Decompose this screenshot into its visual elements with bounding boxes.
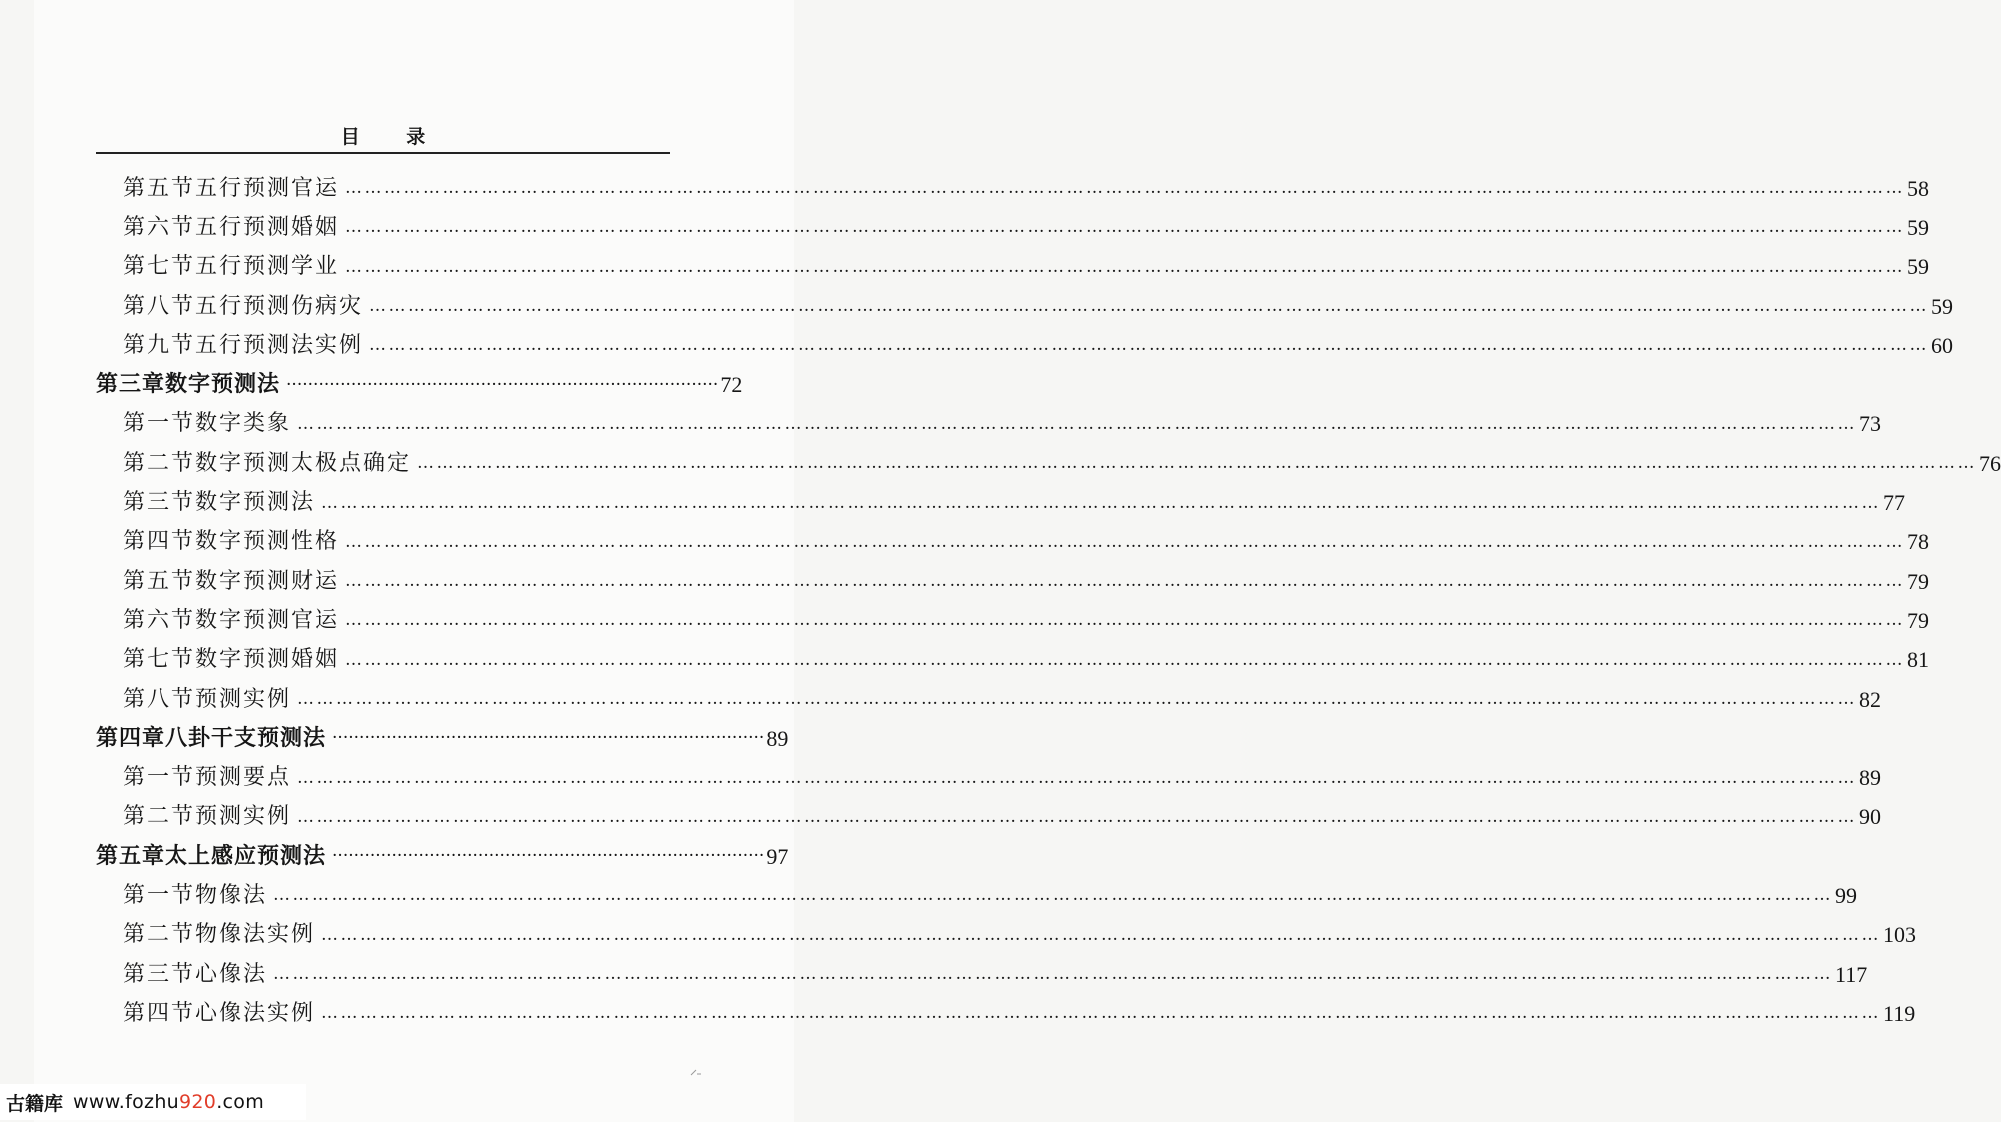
toc-page-number: 103: [1883, 922, 1917, 948]
toc-section-row: [0, 641, 1930, 680]
page-title: 目 录: [340, 126, 446, 148]
toc-page-number: 99: [1835, 882, 1858, 908]
dot-leader: ……………………………………………………………………………………………………………………………………………………………………………………………………………………: [297, 806, 1858, 827]
toc-page-number: 97: [766, 843, 789, 869]
toc-entry-label: 第七节: [123, 254, 196, 280]
toc-entry-label: 第五节: [123, 568, 196, 594]
toc-page-number: 78: [1907, 529, 1930, 555]
toc-chapter-row: [0, 719, 789, 758]
dot-leader: ……………………………………………………………………………………………………………………………………………………………………………………………………………………: [345, 178, 1906, 199]
toc-section-row: [0, 405, 1882, 444]
toc-entry-title: 数字预测婚姻: [195, 647, 340, 673]
toc-page-number: 82: [1859, 686, 1882, 712]
dot-leader: ················································································: [332, 728, 765, 749]
toc-entry-title: 八卦干支预测法: [165, 725, 327, 751]
toc-entry-label: 第二节: [123, 922, 196, 948]
toc-entry-title: 心像法实例: [195, 1000, 316, 1026]
watermark: [0, 1084, 306, 1120]
dot-leader: ……………………………………………………………………………………………………………………………………………………………………………………………………………………: [345, 571, 1906, 592]
toc-page-number: 117: [1835, 961, 1868, 987]
toc-entry-label: 第一节: [123, 411, 196, 437]
dot-leader: ……………………………………………………………………………………………………………………………………………………………………………………………………………………: [321, 492, 1882, 513]
toc-page-number: 79: [1907, 568, 1930, 594]
toc-entry-label: 第一节: [123, 882, 196, 908]
toc-entry-title: 数字预测财运: [195, 568, 340, 594]
toc-section-row: [0, 876, 1858, 915]
dot-leader: ……………………………………………………………………………………………………………………………………………………………………………………………………………………: [345, 256, 1906, 277]
toc-entry-title: 数字预测官运: [195, 607, 340, 633]
toc-entry-title: 太上感应预测法: [165, 843, 327, 869]
dot-leader: ················································································: [332, 846, 765, 867]
dot-leader: ……………………………………………………………………………………………………………………………………………………………………………………………………………………: [417, 453, 1978, 474]
dot-leader: ……………………………………………………………………………………………………………………………………………………………………………………………………………………: [273, 885, 1834, 906]
dot-leader: ················································································: [286, 374, 719, 395]
toc-section-row: [0, 758, 1882, 797]
dot-leader: ……………………………………………………………………………………………………………………………………………………………………………………………………………………: [273, 964, 1834, 985]
toc-page-number: 119: [1883, 1000, 1916, 1026]
toc-page-number: 58: [1907, 175, 1930, 201]
toc-page-number: 60: [1931, 332, 1954, 358]
toc-page-number: 72: [720, 372, 743, 398]
toc-chapter-row: [0, 837, 789, 876]
toc-page-number: 76: [1979, 450, 2001, 476]
watermark-url: [73, 1091, 264, 1113]
dot-leader: ……………………………………………………………………………………………………………………………………………………………………………………………………………………: [345, 610, 1906, 631]
dot-leader: ……………………………………………………………………………………………………………………………………………………………………………………………………………………: [321, 1003, 1882, 1024]
toc-entry-title: 数字类象: [195, 411, 292, 437]
dot-leader: ……………………………………………………………………………………………………………………………………………………………………………………………………………………: [345, 217, 1906, 238]
toc-section-row: [0, 287, 1954, 326]
toc-entry-title: 预测要点: [195, 765, 292, 791]
scan-mark: [690, 1068, 702, 1076]
toc-entry-label: 第六节: [123, 607, 196, 633]
toc-entry-label: 第三节: [123, 490, 196, 516]
watermark-url-prefix: www.fozhu: [73, 1091, 180, 1113]
toc-entry-title: 五行预测婚姻: [195, 214, 340, 240]
dot-leader: ……………………………………………………………………………………………………………………………………………………………………………………………………………………: [369, 296, 1930, 317]
toc-section-row: [0, 326, 1954, 365]
toc-page-number: 59: [1907, 254, 1930, 280]
toc-section-row: [0, 680, 1882, 719]
toc-entry-title: 五行预测官运: [195, 175, 340, 201]
toc-page-number: 77: [1883, 490, 1906, 516]
toc-entry-label: 第四章: [96, 725, 166, 751]
toc-entry-label: 第九节: [123, 332, 196, 358]
toc-entry-title: 五行预测法实例: [195, 332, 364, 358]
header-rule: [96, 152, 670, 154]
toc-section-row: [0, 483, 1906, 522]
toc-section-row: [0, 523, 1930, 562]
toc-entry-label: 第三节: [123, 961, 196, 987]
toc-entry-title: 数字预测太极点确定: [195, 450, 412, 476]
toc-entry-title: 心像法: [195, 961, 268, 987]
dot-leader: ……………………………………………………………………………………………………………………………………………………………………………………………………………………: [345, 531, 1906, 552]
toc-entry-title: 物像法: [195, 882, 268, 908]
toc-section-row: [0, 248, 1930, 287]
dot-leader: ……………………………………………………………………………………………………………………………………………………………………………………………………………………: [369, 335, 1930, 356]
watermark-url-number: 920: [179, 1091, 217, 1113]
toc-section-row: [0, 444, 2001, 483]
toc-entry-label: 第五节: [123, 175, 196, 201]
toc-page-number: 90: [1859, 804, 1882, 830]
toc-section-row: [0, 208, 1930, 247]
toc-entry-label: 第四节: [123, 529, 196, 555]
toc-page-number: 89: [1859, 765, 1882, 791]
toc-section-row: [0, 169, 1930, 208]
dot-leader: ……………………………………………………………………………………………………………………………………………………………………………………………………………………: [345, 649, 1906, 670]
toc-entry-label: 第七节: [123, 647, 196, 673]
toc-section-row: [0, 798, 1882, 837]
toc-page-number: 89: [766, 725, 789, 751]
toc-entry-label: 第二节: [123, 804, 196, 830]
watermark-brand: 古籍库: [6, 1092, 64, 1115]
toc-page-number: 59: [1931, 293, 1954, 319]
toc-entry-title: 物像法实例: [195, 922, 316, 948]
toc-entry-label: 第四节: [123, 1000, 196, 1026]
toc-entry-label: 第六节: [123, 214, 196, 240]
toc-page-number: 81: [1907, 647, 1930, 673]
toc-entry-title: 预测实例: [195, 686, 292, 712]
watermark-url-suffix: .com: [216, 1091, 265, 1113]
toc-entry-title: 数字预测性格: [195, 529, 340, 555]
toc-entry-title: 数字预测法: [195, 490, 316, 516]
table-of-contents: [0, 169, 2001, 1034]
toc-entry-label: 第八节: [123, 686, 196, 712]
toc-entry-title: 数字预测法: [165, 372, 281, 398]
toc-entry-title: 五行预测伤病灾: [195, 293, 364, 319]
toc-entry-label: 第三章: [96, 372, 166, 398]
dot-leader: ……………………………………………………………………………………………………………………………………………………………………………………………………………………: [297, 689, 1858, 709]
toc-section-row: [0, 562, 1930, 601]
toc-entry-label: 第五章: [96, 843, 166, 869]
toc-section-row: [0, 994, 1916, 1033]
toc-entry-label: 第一节: [123, 765, 196, 791]
toc-page-number: 73: [1859, 411, 1882, 437]
toc-entry-title: 五行预测学业: [195, 254, 340, 280]
toc-page-number: 79: [1907, 607, 1930, 633]
toc-entry-label: 第二节: [123, 450, 196, 476]
toc-entry-label: 第八节: [123, 293, 196, 319]
toc-section-row: [0, 955, 1868, 994]
toc-section-row: [0, 601, 1930, 640]
dot-leader: ……………………………………………………………………………………………………………………………………………………………………………………………………………………: [297, 413, 1858, 434]
dot-leader: ……………………………………………………………………………………………………………………………………………………………………………………………………………………: [321, 924, 1882, 945]
toc-entry-title: 预测实例: [195, 804, 292, 830]
toc-section-row: [0, 916, 1917, 955]
toc-page-number: 59: [1907, 214, 1930, 240]
toc-chapter-row: [0, 365, 743, 404]
dot-leader: ……………………………………………………………………………………………………………………………………………………………………………………………………………………: [297, 767, 1858, 788]
